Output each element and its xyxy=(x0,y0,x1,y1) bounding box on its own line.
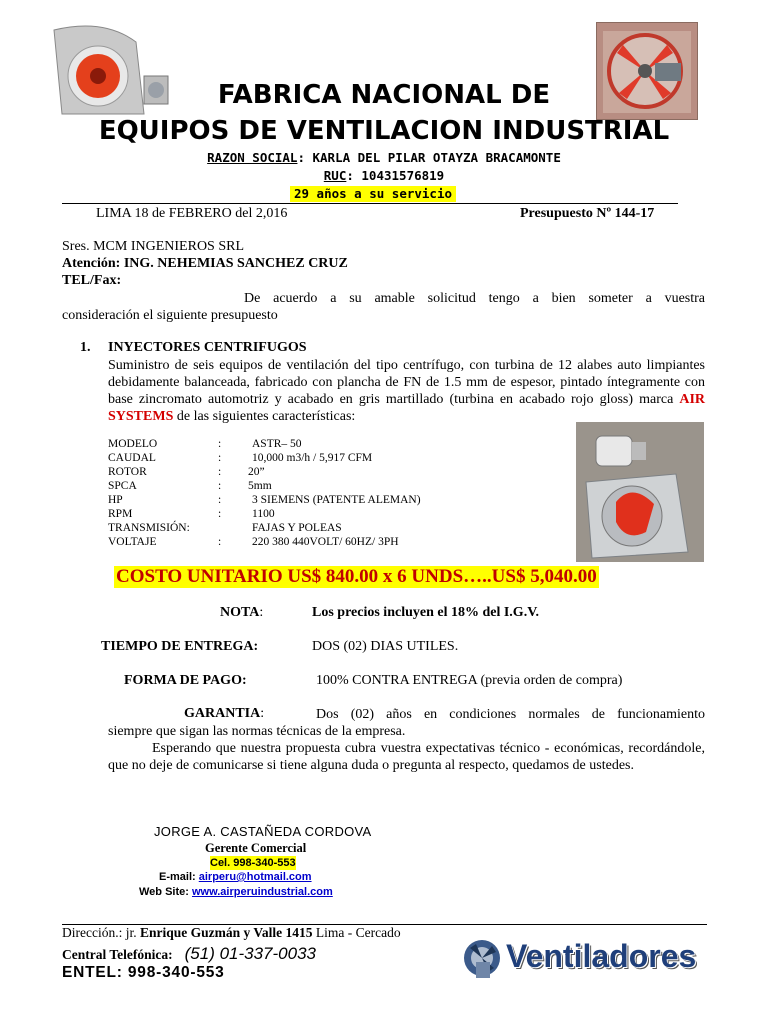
spec-label: ROTOR xyxy=(108,466,147,478)
spec-separator: : xyxy=(218,508,222,520)
recipient-telfax: TEL/Fax: xyxy=(62,273,122,288)
spec-row xyxy=(108,479,492,493)
spec-row xyxy=(108,493,492,507)
ventiladores-logo xyxy=(462,932,702,984)
spec-separator: : xyxy=(218,480,222,492)
spec-label: SPCA xyxy=(108,480,137,492)
section-description xyxy=(108,357,705,425)
spec-row xyxy=(108,521,492,535)
spec-separator: : xyxy=(218,438,222,450)
budget-number: Presupuesto Nº 144-17 xyxy=(520,206,655,221)
ruc-value: : 10431576819 xyxy=(346,168,445,183)
closing-paragraph: Esperando que nuestra propuesta cubra vuestra expectativas técnico - económicas, recordándole, que no deje de comunicarse si tiene alguna duda o pregunta al respecto, quedamos de ustedes. xyxy=(108,741,705,773)
spec-label: MODELO xyxy=(108,438,158,450)
email-label: E-mail: xyxy=(159,871,196,883)
nota-value: Los precios incluyen el 18% del I.G.V. xyxy=(312,605,540,620)
slogan: 29 años a su servicio xyxy=(290,186,456,202)
ruc-label: RUC xyxy=(323,168,347,183)
spec-separator xyxy=(218,521,246,535)
signature-role: Gerente Comercial xyxy=(205,841,307,855)
payment-value: 100% CONTRA ENTREGA (previa orden de compra) xyxy=(316,673,623,688)
signature-cel: Cel. 998-340-553 xyxy=(210,857,296,869)
signature-email-row xyxy=(159,870,312,884)
signature-name: JORGE A. CASTAÑEDA CORDOVA xyxy=(154,824,372,839)
nota xyxy=(220,605,263,621)
spec-value: 20” xyxy=(248,466,265,478)
address-street: Enrique Guzmán y Valle 1415 xyxy=(139,925,313,940)
footer-entel: ENTEL: 998-340-553 xyxy=(62,964,225,981)
spec-value: 5mm xyxy=(248,480,272,492)
spec-separator: : xyxy=(218,466,222,478)
intro-line2: consideración el siguiente presupuesto xyxy=(62,308,278,323)
section-title: INYECTORES CENTRIFUGOS xyxy=(108,340,307,355)
razon-label: RAZON SOCIAL xyxy=(207,150,298,165)
nota-colon: : xyxy=(259,605,264,620)
brand-name: AIR SYSTEMS xyxy=(108,392,705,424)
spec-row xyxy=(108,535,492,549)
delivery-value: DOS (02) DIAS UTILES. xyxy=(312,639,459,654)
spec-label: VOLTAJE xyxy=(108,536,157,548)
warranty-label: GARANTIA xyxy=(184,706,261,721)
spec-label: HP xyxy=(108,494,123,506)
spec-row xyxy=(108,451,492,465)
spec-value: 10,000 m3/h / 5,917 CFM xyxy=(252,452,373,464)
delivery-label: TIEMPO DE ENTREGA: xyxy=(101,639,259,654)
address-prefix: Dirección.: jr. xyxy=(62,925,140,940)
description-text: Suministro de seis equipos de ventilación del tipo centrífugo, con turbina de 12 alabes auto limpiantes debidamente balanceada, fabricado con plancha de FN de 1.5 mm de espesor, pintado íntegramente con base zincromato automotriz y acabado en gris martillado (turbina en acabado rojo gloss) marca xyxy=(108,358,705,407)
warranty-colon: : xyxy=(260,706,265,721)
spec-row xyxy=(108,465,492,479)
footer-address xyxy=(62,925,401,941)
spec-separator: : xyxy=(218,452,222,464)
description-end: de las siguientes características: xyxy=(173,409,356,424)
phone-label: Central Telefónica: xyxy=(62,947,173,962)
spec-value: FAJAS Y POLEAS xyxy=(252,522,342,534)
spec-separator: : xyxy=(218,536,222,548)
spec-value: ASTR– 50 xyxy=(252,438,302,450)
spec-value: 220 380 440VOLT/ 60HZ/ 3PH xyxy=(252,536,399,548)
payment-label: FORMA DE PAGO: xyxy=(124,673,247,688)
spec-row xyxy=(108,507,492,521)
recipient-company: Sres. MCM INGENIEROS SRL xyxy=(62,239,245,254)
warranty-value: Dos (02) años en condiciones normales de funcionamiento xyxy=(316,707,705,722)
web-label: Web Site: xyxy=(139,886,189,898)
spec-separator: : xyxy=(218,494,222,506)
nota-label: NOTA xyxy=(220,605,260,620)
section-number: 1. xyxy=(80,340,91,355)
phone-number: (51) 01-337-0033 xyxy=(184,944,316,963)
blower-photo xyxy=(576,422,704,562)
spec-table xyxy=(108,437,492,549)
logo-text: Ventiladores xyxy=(506,938,697,974)
recipient-attention: Atención: ING. NEHEMIAS SANCHEZ CRUZ xyxy=(62,256,348,271)
razon-social xyxy=(0,150,768,166)
address-suffix: Lima - Cercado xyxy=(312,925,401,940)
spec-row xyxy=(108,437,492,451)
cost-line: COSTO UNITARIO US$ 840.00 x 6 UNDS…..US$ 5,040.00 xyxy=(116,566,597,587)
spec-label: CAUDAL xyxy=(108,452,156,464)
date-line: LIMA 18 de FEBRERO del 2,016 xyxy=(96,206,288,221)
spec-value: 1100 xyxy=(252,508,275,520)
ruc xyxy=(0,168,768,184)
warranty-line2: siempre que sigan las normas técnicas de la empresa. xyxy=(108,724,406,739)
header-divider xyxy=(62,203,678,204)
web-link[interactable]: www.airperuindustrial.com xyxy=(191,886,333,898)
razon-value: : KARLA DEL PILAR OTAYZA BRACAMONTE xyxy=(297,150,561,165)
spec-label: RPM xyxy=(108,508,133,520)
footer-phone-row xyxy=(62,944,316,964)
header-line2: EQUIPOS DE VENTILACION INDUSTRIAL xyxy=(98,116,670,146)
spec-label: TRANSMISIÓN: xyxy=(108,522,190,534)
warranty xyxy=(184,706,264,722)
email-link[interactable]: airperu@hotmail.com xyxy=(198,871,312,883)
spec-value: 3 SIEMENS (PATENTE ALEMAN) xyxy=(252,494,421,506)
signature-web-row xyxy=(139,885,333,899)
intro-line1: De acuerdo a su amable solicitud tengo a bien someter a vuestra xyxy=(244,291,705,306)
header-line1: FABRICA NACIONAL DE xyxy=(217,80,551,110)
